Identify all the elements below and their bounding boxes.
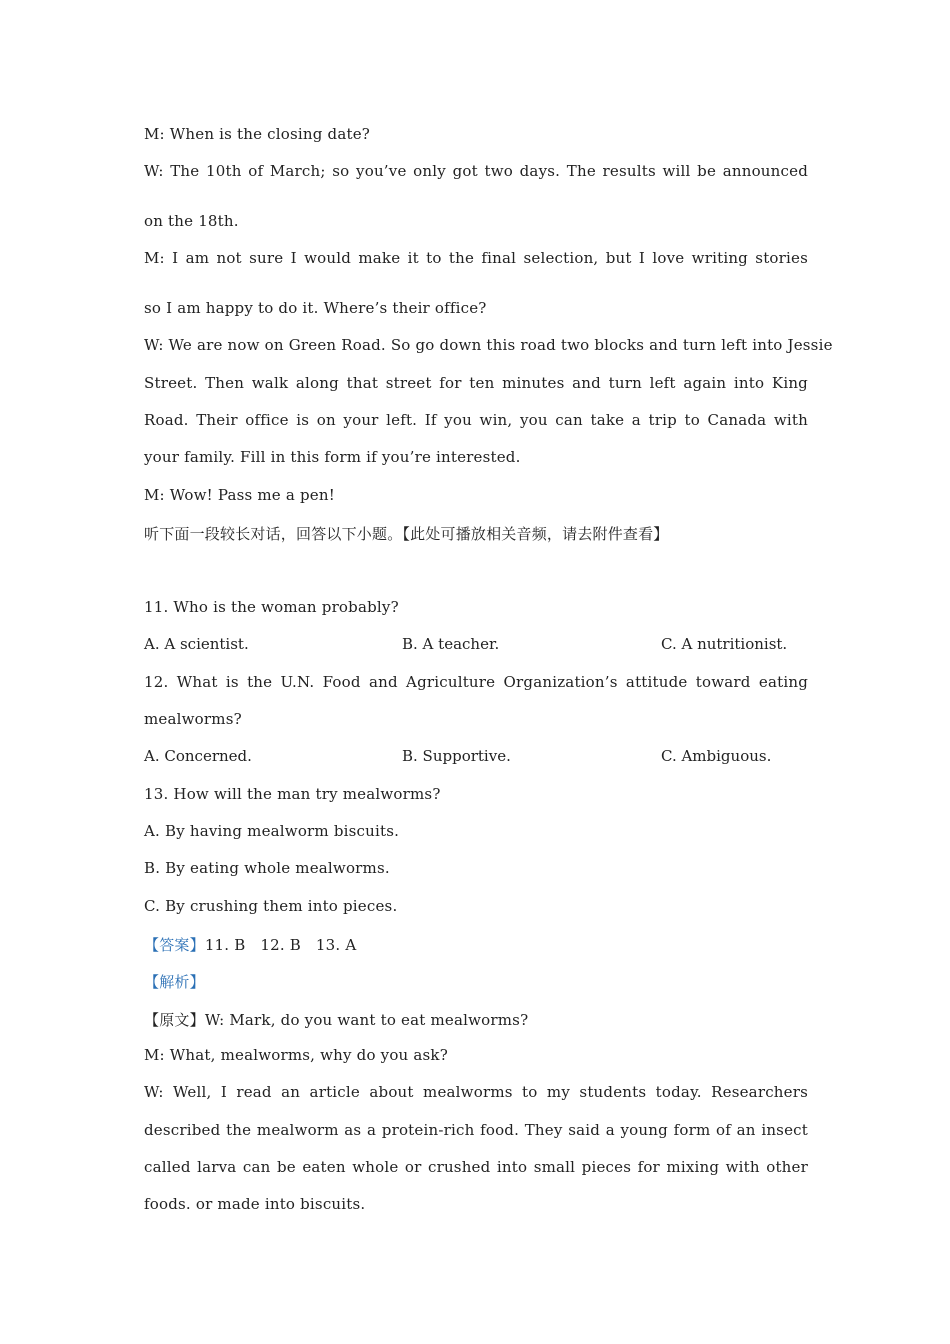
question-13-stem: 13. How will the man try mealworms?	[144, 785, 441, 803]
question-13-option-a: A. By having mealworm biscuits.	[144, 822, 400, 840]
dialogue-line: M: Wow! Pass me a pen!	[144, 486, 335, 504]
original-line: described the mealworm as a protein-rich food. They said a young form of an insect	[144, 1121, 808, 1139]
question-12-stem: 12. What is the U.N. Food and Agriculture Organization’s attitude toward eating	[144, 673, 808, 691]
question-12-stem-cont: mealworms?	[144, 710, 242, 728]
question-11-stem: 11. Who is the woman probably?	[144, 598, 399, 616]
dialogue-line: W: The 10th of March; so you’ve only got two days. The results will be announced	[144, 162, 808, 180]
answer-line	[144, 934, 808, 955]
original-line	[144, 1009, 808, 1030]
question-12-option-b: B. Supportive.	[402, 747, 511, 765]
analysis-line	[144, 971, 808, 992]
question-13-option-c: C. By crushing them into pieces.	[144, 897, 398, 915]
question-11-option-c: C. A nutritionist.	[661, 635, 788, 653]
original-tag: 【原文】	[144, 1011, 205, 1029]
original-text: W: Mark, do you want to eat mealworms?	[204, 1011, 529, 1029]
dialogue-line: Street. Then walk along that street for ten minutes and turn left again into King	[144, 374, 808, 392]
original-line: M: What, mealworms, why do you ask?	[144, 1046, 448, 1064]
question-11-option-a: A. A scientist.	[144, 635, 249, 653]
answer-tag: 【答案】	[144, 936, 205, 954]
dialogue-line: M: I am not sure I would make it to the final selection, but I love writing stories	[144, 249, 808, 267]
dialogue-line: M: When is the closing date?	[144, 125, 371, 143]
question-11-option-b: B. A teacher.	[402, 635, 500, 653]
dialogue-line: Road. Their office is on your left. If you win, you can take a trip to Canada with	[144, 411, 808, 429]
original-line: foods. or made into biscuits.	[144, 1195, 366, 1213]
answer-text: 11. B 12. B 13. A	[204, 936, 357, 954]
listening-instruction: 听下面一段较长对话，回答以下小题。【此处可播放相关音频，请去附件查看】	[144, 525, 669, 543]
question-13-option-b: B. By eating whole mealworms.	[144, 859, 390, 877]
question-12-option-c: C. Ambiguous.	[661, 747, 772, 765]
dialogue-line: W: We are now on Green Road. So go down this road two blocks and turn left into Jessie	[144, 336, 833, 354]
original-line: called larva can be eaten whole or crushed into small pieces for mixing with other	[144, 1158, 808, 1176]
dialogue-line: your family. Fill in this form if you’re interested.	[144, 448, 521, 466]
analysis-tag: 【解析】	[144, 973, 205, 991]
dialogue-line: on the 18th.	[144, 212, 239, 230]
dialogue-line: so I am happy to do it. Where’s their office?	[144, 299, 487, 317]
question-12-option-a: A. Concerned.	[144, 747, 252, 765]
original-line: W: Well, I read an article about mealworms to my students today. Researchers	[144, 1083, 808, 1101]
